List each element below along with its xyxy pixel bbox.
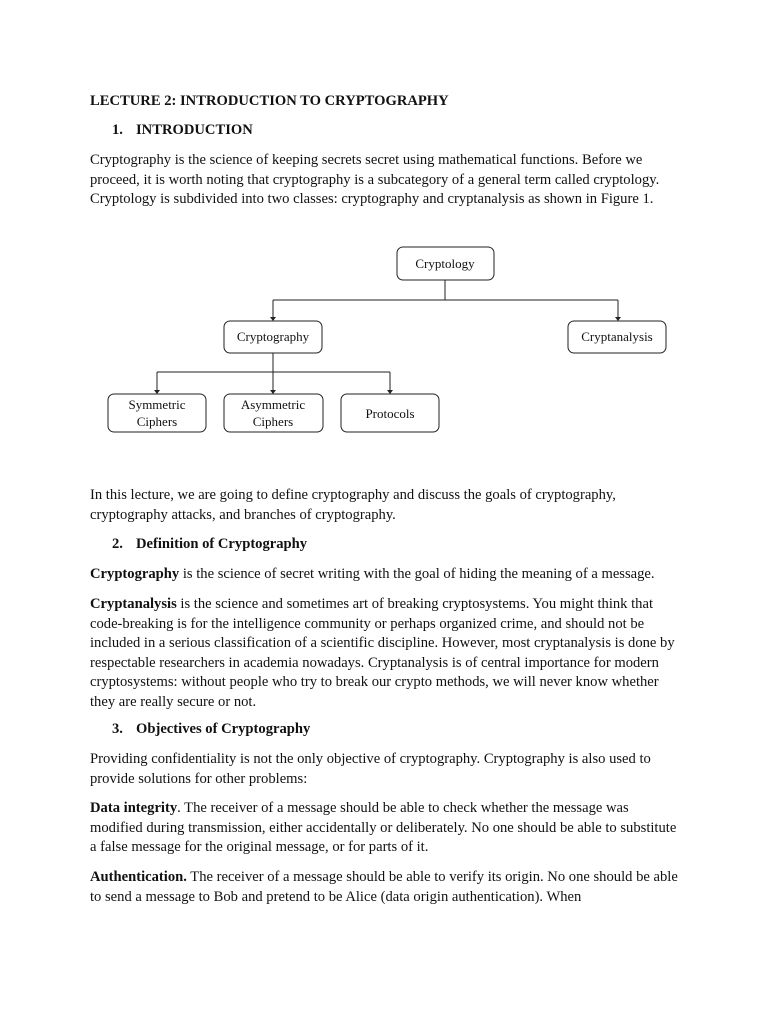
objectives-intro-paragraph: Providing confidentiality is not the only objective of cryptography. Cryptography is also used to provide solutions for other problems: [90, 751, 651, 787]
node-label: Ciphers [252, 414, 294, 429]
node-label: Cryptography [236, 329, 310, 344]
section-number: 1. [112, 122, 123, 138]
section-number: 3. [112, 721, 123, 737]
arrowhead [615, 317, 621, 321]
section-title: INTRODUCTION [136, 122, 253, 138]
definition-cryptanalysis [90, 595, 682, 713]
section-heading-definition [112, 535, 704, 555]
node-label: Asymmetric [240, 397, 306, 412]
objective-data-integrity [90, 799, 682, 858]
lecture-title: LECTURE 2: INTRODUCTION TO CRYPTOGRAPHY [90, 93, 449, 109]
section-heading-objectives [112, 720, 704, 740]
definition-term: Cryptanalysis [90, 596, 177, 612]
intro-paragraph: Cryptography is the science of keeping secrets secret using mathematical functions. Before we proceed, it is worth noting that cryptography is a subcategory of a general term called cryptology. Cryptology is subdivided into two classes: cryptography and cryptanalysis as shown in Figure 1. [90, 152, 660, 208]
section-heading-introduction [112, 121, 704, 141]
definition-text: is the science and sometimes art of breaking cryptosystems. You might think that code-breaking is for the intelligence community or perhaps organized crime, and should not be included in a serious classification of a scientific discipline. However, most cryptanalysis is done by respectable researchers in academia nowadays. Cryptanalysis is of central importance for modern cryptosystems: without people who try to break our crypto methods, we will never know whether they are really secure or not. [90, 596, 675, 710]
definition-text: is the science of secret writing with the goal of hiding the meaning of a message. [179, 566, 655, 582]
arrowhead [387, 390, 393, 394]
arrowhead [270, 317, 276, 321]
objective-authentication [90, 868, 682, 907]
node-label: Ciphers [136, 414, 178, 429]
node-label: Protocols [365, 406, 415, 421]
section-number: 2. [112, 536, 123, 552]
objective-text: The receiver of a message should be able to verify its origin. No one should be able to send a message to Bob and pretend to be Alice (data origin authentication). When [90, 869, 678, 905]
arrowhead [270, 390, 276, 394]
lecture-overview-paragraph: In this lecture, we are going to define cryptography and discuss the goals of cryptography, cryptography attacks, and branches of cryptography. [90, 487, 616, 523]
objective-term: Data integrity [90, 800, 178, 816]
objective-term: Authentication. [90, 869, 187, 885]
section-title: Objectives of Cryptography [136, 721, 311, 737]
arrowhead [154, 390, 160, 394]
definition-term: Cryptography [90, 566, 180, 582]
node-label: Cryptology [415, 256, 475, 271]
objective-text: . The receiver of a message should be able to check whether the message was modified during transmission, either accidentally or deliberately. No one should be able to substitute a false message for the original message, or for parts of it. [90, 800, 677, 856]
node-label: Symmetric [128, 397, 186, 412]
section-title: Definition of Cryptography [136, 536, 308, 552]
definition-cryptography [90, 565, 682, 585]
node-label: Cryptanalysis [581, 329, 653, 344]
cryptology-diagram [100, 240, 680, 440]
